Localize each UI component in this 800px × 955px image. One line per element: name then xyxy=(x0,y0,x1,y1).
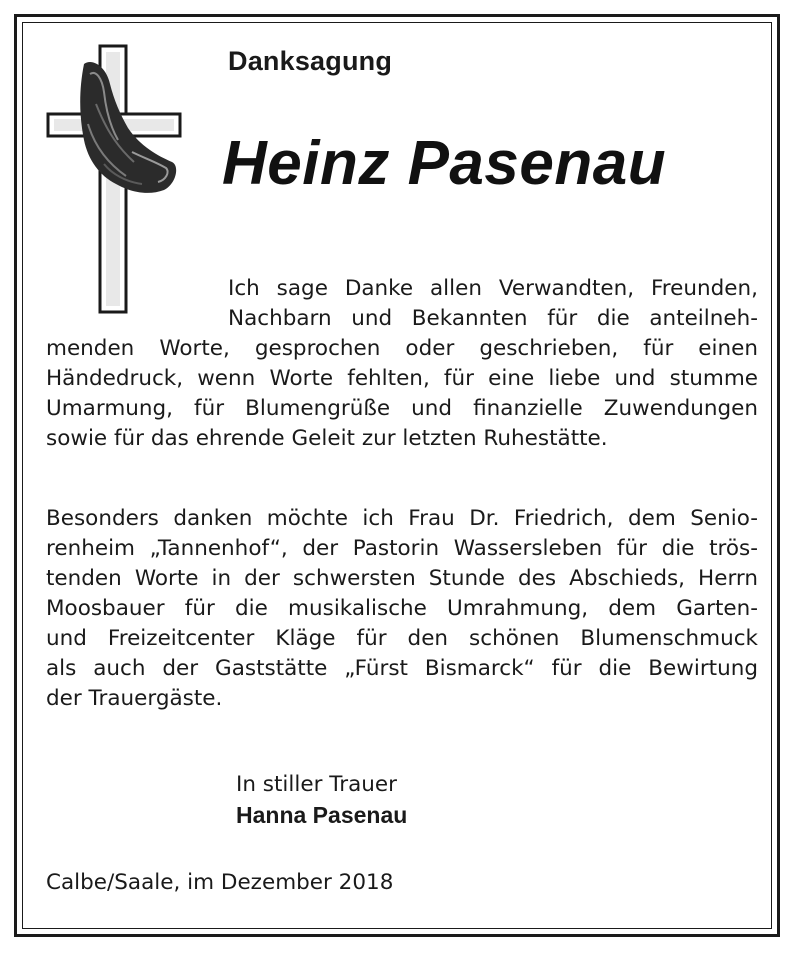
text-line: Ich sage Danke allen Verwandten, Freunden, xyxy=(228,276,758,301)
text-line: Moosbauer für die musikalische Umrahmung, dem Garten- xyxy=(46,596,758,621)
closing-phrase: In stiller Trauer xyxy=(236,772,397,797)
text-line: und Freizeitcenter Kläge für den schönen Blumenschmuck xyxy=(46,626,758,651)
text-line: Nachbarn und Bekannten für die anteilneh- xyxy=(228,306,758,331)
place-date: Calbe/Saale, im Dezember 2018 xyxy=(46,870,394,895)
text-line: der Trauergäste. xyxy=(46,686,223,711)
deceased-name: Heinz Pasenau xyxy=(222,129,667,198)
text-line: Händedruck, wenn Worte fehlten, für eine liebe und stumme xyxy=(46,366,758,391)
text-line: menden Worte, gesprochen oder geschrieben, für einen xyxy=(46,336,758,361)
signer-name: Hanna Pasenau xyxy=(236,802,408,828)
text-line: tenden Worte in der schwersten Stunde des Abschieds, Herrn xyxy=(46,566,758,591)
special-thanks-paragraph xyxy=(46,504,758,714)
closing-block xyxy=(236,770,407,830)
text-line: als auch der Gaststätte „Fürst Bismarck“ für die Bewirtung xyxy=(46,656,758,681)
text-line: Besonders danken möchte ich Frau Dr. Friedrich, dem Senio- xyxy=(46,506,758,531)
notice-heading: Danksagung xyxy=(228,46,393,76)
thanks-paragraph xyxy=(46,274,758,454)
text-line: renheim „Tannenhof“, der Pastorin Wassersleben für die trös- xyxy=(46,536,758,561)
text-line: sowie für das ehrende Geleit zur letzten Ruhestätte. xyxy=(46,426,608,451)
text-line: Umarmung, für Blumengrüße und finanzielle Zuwendungen xyxy=(46,396,758,421)
